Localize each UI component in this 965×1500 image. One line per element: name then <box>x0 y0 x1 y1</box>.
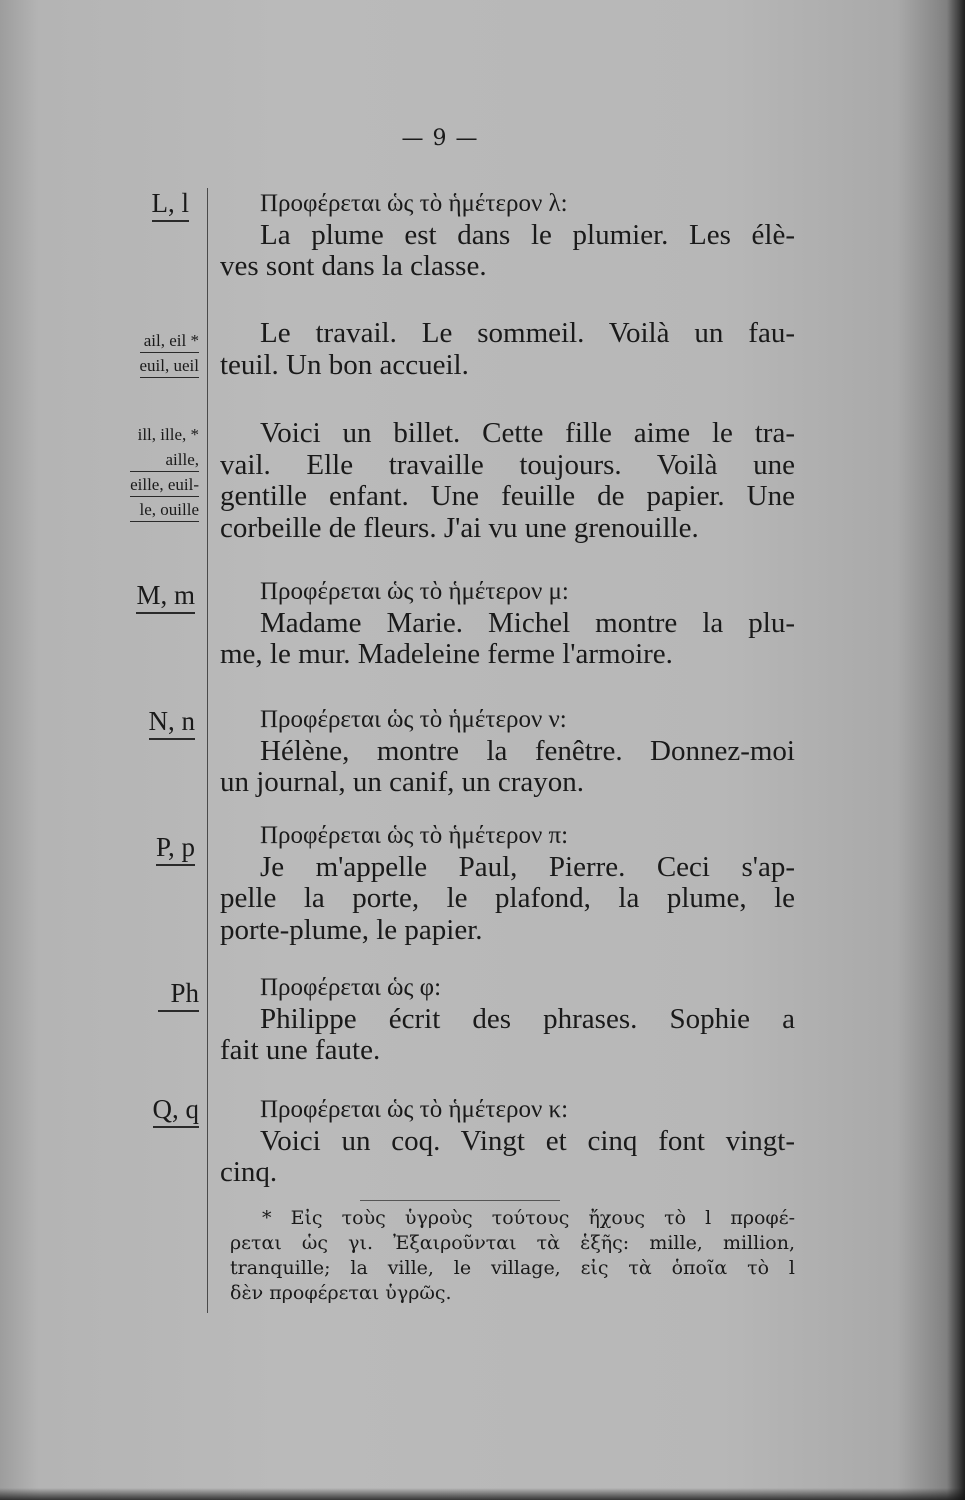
footnote-line: ρεται ὡς γι. Ἐξαιροῦνται τὰ ἑξῆς: mille, million, <box>230 1232 795 1254</box>
example-line: cinq. <box>220 1156 278 1188</box>
greek-pronunciation-note: Προφέρεται ὡς τὸ ἡμέτερον ν: <box>260 706 567 733</box>
margin-label-ph: Ph <box>158 978 199 1012</box>
margin-label-n: N, n <box>149 706 196 740</box>
example-line: teuil. Un bon accueil. <box>220 348 469 381</box>
greek-pronunciation-note: Προφέρεται ὡς τὸ ἡμέτερον κ: <box>260 1096 569 1123</box>
section-ph <box>220 972 795 1067</box>
footnote <box>230 1206 795 1306</box>
section-ill-ille <box>220 418 795 544</box>
example-line: un journal, un canif, un crayon. <box>220 766 585 798</box>
example-line: vail. Elle travaille toujours. Voilà une <box>220 448 795 481</box>
footnote-line: tranquille; la ville, le village, εἰς τὰ ὁποῖα τὸ l <box>230 1257 795 1279</box>
example-line: Le travail. Le sommeil. Voilà un fau- <box>260 317 795 349</box>
example-line: Voici un billet. Cette fille aime le tra- <box>260 417 795 449</box>
example-line: pelle la porte, le plafond, la plume, le <box>220 882 795 914</box>
example-line: me, le mur. Madeleine ferme l'armoire. <box>220 638 673 670</box>
label-line: ail, eil * <box>140 330 199 353</box>
example-line: corbeille de fleurs. J'ai vu une grenouille. <box>220 511 699 544</box>
greek-pronunciation-note: Προφέρεται ὡς τὸ ἡμέτερον π: <box>260 822 569 849</box>
section-n <box>220 704 795 799</box>
example-line: Madame Marie. Michel montre la plu- <box>260 606 795 639</box>
margin-label-ill-ille <box>130 424 199 524</box>
greek-pronunciation-note: Προφέρεται ὡς τὸ ἡμέτερον μ: <box>260 578 569 605</box>
page-bottom-shadow <box>0 1488 965 1500</box>
label-line: le, ouille <box>130 499 199 522</box>
example-line: Philippe écrit des phrases. Sophie a <box>260 1002 795 1035</box>
footnote-line: * Εἰς τοὺς ὑγροὺς τούτους ἤχους τὸ l προφέ- <box>262 1207 795 1229</box>
label-line: aille, <box>130 449 199 472</box>
margin-label-l: L, l <box>152 188 190 222</box>
margin-label-m: M, m <box>136 580 195 614</box>
page-edge-shadow <box>947 0 965 1500</box>
greek-pronunciation-note: Προφέρεται ὡς τὸ ἡμέτερον λ: <box>260 190 568 217</box>
greek-pronunciation-note: Προφέρεται ὡς φ: <box>260 974 442 1001</box>
label-line: euil, ueil <box>140 355 199 378</box>
section-l <box>220 188 795 283</box>
margin-label-ail-eil <box>140 330 199 380</box>
section-ail-eil <box>220 318 795 381</box>
example-line: La plume est dans le plumier. Les élè- <box>260 218 795 251</box>
section-q <box>220 1094 795 1189</box>
example-line: ves sont dans la classe. <box>220 250 487 282</box>
section-p <box>220 820 795 946</box>
footnote-rule <box>360 1200 560 1201</box>
example-line: gentille enfant. Une feuille de papier. Une <box>220 480 795 512</box>
label-line: ill, ille, * <box>137 425 199 444</box>
section-m <box>220 576 795 671</box>
footnote-line: δὲν προφέρεται ὑγρῶς. <box>230 1282 452 1304</box>
example-line: Hélène, montre la fenêtre. Donnez-moi <box>260 734 795 767</box>
example-line: porte-plume, le papier. <box>220 913 483 946</box>
page-number: — 9 — <box>401 126 479 151</box>
example-line: Je m'appelle Paul, Pierre. Ceci s'ap- <box>260 850 795 883</box>
margin-divider <box>207 188 208 1313</box>
label-line: eille, euil- <box>130 474 199 497</box>
margin-label-p: P, p <box>156 832 195 866</box>
example-line: fait une faute. <box>220 1034 381 1066</box>
margin-label-q: Q, q <box>153 1094 200 1128</box>
example-line: Voici un coq. Vingt et cinq font vingt- <box>260 1124 795 1157</box>
